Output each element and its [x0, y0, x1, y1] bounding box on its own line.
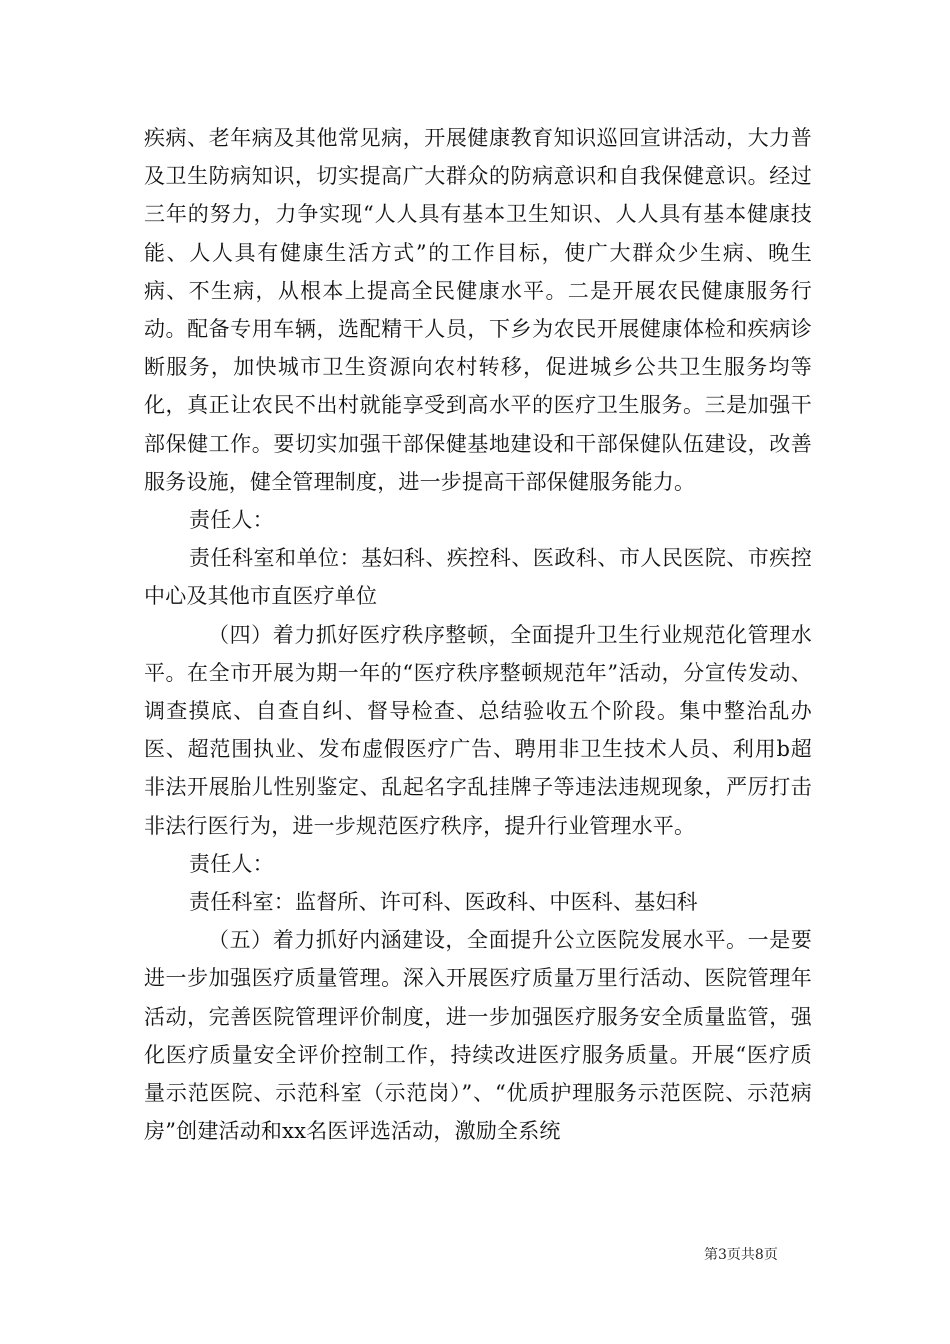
paragraph-section-4: （四）着力抓好医疗秩序整顿，全面提升卫生行业规范化管理水平。在全市开展为期一年的“医疗秩序整顿规范年”活动，分宣传发动、调查摸底、自查自纠、督导检查、总结验收五个阶段。集中整治乱办医、超范围执业、发布虚假医疗广告、聘用非卫生技术人员、利用b超非法开展胎儿性别鉴定、乱起名字乱挂牌子等违法违规现象，严厉打击非法行医行为，进一步规范医疗秩序，提升行业管理水平。: [144, 622, 812, 838]
page-number-footer: 第3页共8页: [704, 1247, 778, 1263]
paragraph-responsible-person-2: 责任人：: [189, 851, 274, 876]
paragraph-responsible-units-1: 责任科室和单位：基妇科、疾控科、医政科、市人民医院、市疾控中心及其他市直医疗单位: [144, 546, 812, 609]
paragraph-responsible-units-2: 责任科室：监督所、许可科、医政科、中医科、基妇科: [189, 890, 698, 915]
paragraph-section-5: （五）着力抓好内涵建设，全面提升公立医院发展水平。一是要进一步加强医疗质量管理。深入开展医疗质量万里行活动、医院管理年活动，完善医院管理评价制度，进一步加强医疗服务安全质量监管，强化医疗质量安全评价控制工作，持续改进医疗服务质量。开展“医疗质量示范医院、示范科室（示范岗）”、“优质护理服务示范医院、示范病房”创建活动和xx名医评选活动，激励全系统: [144, 928, 812, 1144]
paragraph-health-actions: 疾病、老年病及其他常见病，开展健康教育知识巡回宣讲活动，大力普及卫生防病知识，切实提高广大群众的防病意识和自我保健意识。经过三年的努力，力争实现“人人具有基本卫生知识、人人具有基本健康技能、人人具有健康生活方式”的工作目标，使广大群众少生病、晚生病、不生病，从根本上提高全民健康水平。二是开展农民健康服务行动。配备专用车辆，选配精干人员，下乡为农民开展健康体检和疾病诊断服务，加快城市卫生资源向农村转移，促进城乡公共卫生服务均等化，真正让农民不出村就能享受到高水平的医疗卫生服务。三是加强干部保健工作。要切实加强干部保健基地建设和干部保健队伍建设，改善服务设施，健全管理制度，进一步提高干部保健服务能力。: [144, 126, 812, 494]
document-body: [144, 119, 812, 1150]
paragraph-responsible-person-1: 责任人：: [189, 508, 274, 533]
